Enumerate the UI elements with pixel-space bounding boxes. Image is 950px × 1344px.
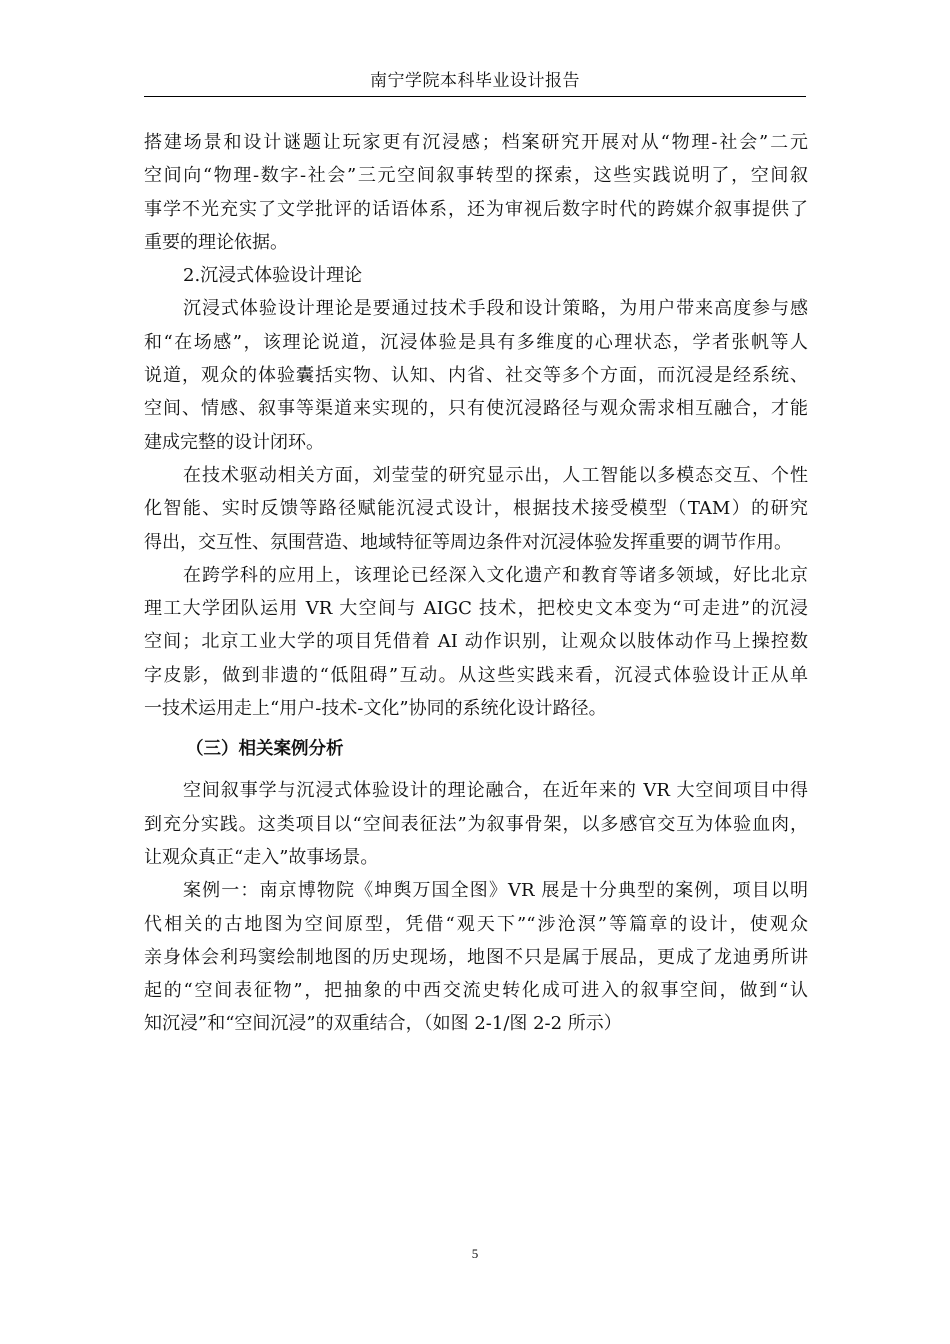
text-line: 到充分实践。这类项目以“空间表征法”为叙事骨架，以多感官交互为体验血肉，: [144, 813, 808, 835]
text-line: 理工大学团队运用 VR 大空间与 AIGC 技术，把校史文本变为“可走进”的沉浸: [144, 598, 808, 620]
page-header-title: 南宁学院本科毕业设计报告: [370, 71, 580, 91]
paragraph-technology-driven: [144, 459, 808, 559]
text-line: 字皮影，做到非遗的“低阻碍”互动。从这些实践来看，沉浸式体验设计正从单: [144, 664, 808, 686]
text-line: 沉浸式体验设计理论是要通过技术手段和设计策略，为用户带来高度参与感: [183, 298, 808, 320]
text-line: 化智能、实时反馈等路径赋能沉浸式设计，根据技术接受模型（TAM）的研究: [144, 498, 808, 520]
text-line: 让观众真正“走入”故事场景。: [144, 846, 379, 868]
paragraph-immersive-theory: [144, 292, 808, 458]
text-line: 空间叙事学与沉浸式体验设计的理论融合，在近年来的 VR 大空间项目中得: [183, 780, 808, 802]
subsection-heading: 2.沉浸式体验设计理论: [183, 265, 363, 287]
text-line: 得出，交互性、氛围营造、地域特征等周边条件对沉浸体验发挥重要的调节作用。: [144, 531, 792, 553]
text-line: 建成完整的设计闭环。: [144, 431, 324, 453]
text-line: 在跨学科的应用上，该理论已经深入文化遗产和教育等诸多领域，好比北京: [183, 564, 808, 586]
paragraph-interdisciplinary: [144, 559, 808, 725]
text-line: 和“在场感”，该理论说道，沉浸体验是具有多维度的心理状态，学者张帆等人: [144, 331, 808, 353]
header-rule: [144, 96, 806, 97]
text-line: 空间向“物理-数字-社会”三元空间叙事转型的探索，这些实践说明了，空间叙: [144, 165, 808, 187]
text-line: 重要的理论依据。: [144, 231, 288, 253]
text-line: 代相关的古地图为空间原型，凭借“观天下”“涉沧溟”等篇章的设计，使观众: [144, 913, 808, 935]
section-heading: （三）相关案例分析: [186, 739, 344, 760]
paragraph-case-overview: [144, 774, 808, 874]
page-number: 5: [471, 1246, 479, 1261]
document-body: [144, 126, 808, 1041]
text-line: 起的“空间表征物”，把抽象的中西交流史转化成可进入的叙事空间，做到“认: [144, 980, 808, 1002]
text-line: 在技术驱动相关方面，刘莹莹的研究显示出，人工智能以多模态交互、个性: [183, 464, 808, 486]
text-line: 知沉浸”和“空间沉浸”的双重结合，（如图 2-1/图 2-2 所示）: [144, 1013, 622, 1035]
text-line: 空间；北京工业大学的项目凭借着 AI 动作识别，让观众以肢体动作马上操控数: [144, 631, 808, 653]
text-line: 说道，观众的体验囊括实物、认知、内省、社交等多个方面，而沉浸是经系统、: [144, 365, 808, 387]
paragraph-spatial-narratology-conclusion: [144, 126, 808, 259]
text-line: 事学不光充实了文学批评的话语体系，还为审视后数字时代的跨媒介叙事提供了: [144, 198, 808, 220]
text-line: 一技术运用走上“用户-技术-文化”协同的系统化设计路径。: [144, 698, 607, 720]
paragraph-case-one: [144, 874, 808, 1040]
text-line: 亲身体会利玛窦绘制地图的历史现场，地图不只是属于展品，更成了龙迪勇所讲: [144, 946, 808, 968]
text-line: 空间、情感、叙事等渠道来实现的，只有使沉浸路径与观众需求相互融合，才能: [144, 398, 808, 420]
text-line: 案例一：南京博物院《坤舆万国全图》VR 展是十分典型的案例，项目以明: [183, 880, 808, 902]
text-line: 搭建场景和设计谜题让玩家更有沉浸感；档案研究开展对从“物理-社会”二元: [144, 132, 808, 153]
